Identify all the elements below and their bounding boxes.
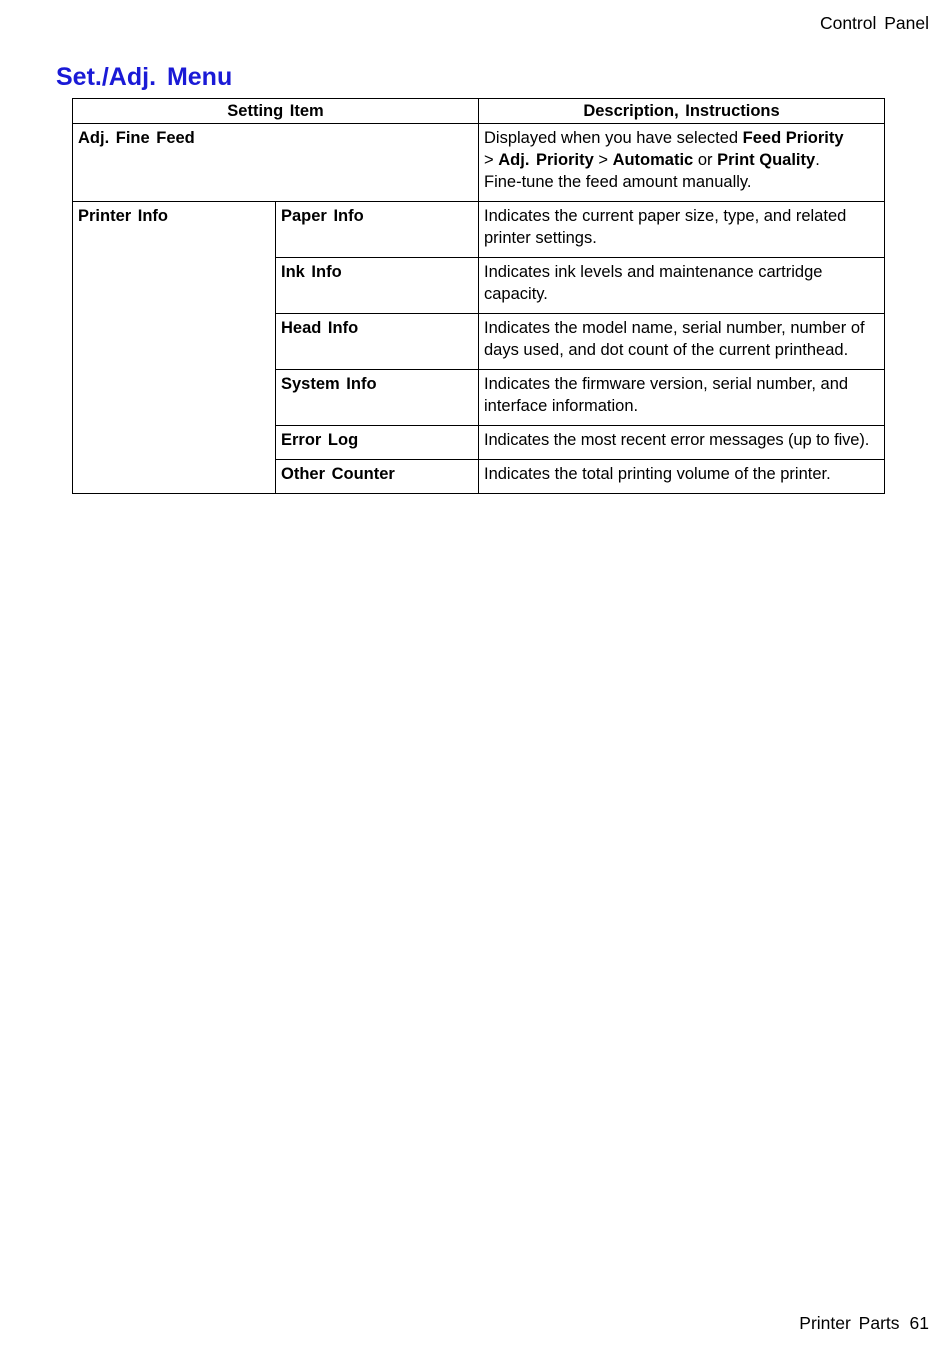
setting-item-name: Adj. Fine Feed <box>73 124 479 202</box>
column-header-description: Description, Instructions <box>479 99 885 124</box>
desc-text: Fine-tune the feed amount manually. <box>484 173 752 191</box>
setting-subitem-name: Error Log <box>276 426 479 460</box>
desc-text: or <box>693 151 718 169</box>
setting-group-name: Printer Info <box>73 202 276 494</box>
setting-description: Indicates the most recent error messages (up to five). <box>479 426 885 460</box>
setting-subitem-name: Head Info <box>276 314 479 370</box>
desc-text: . <box>815 151 820 169</box>
setting-subitem-name: System Info <box>276 370 479 426</box>
setting-subitem-name: Ink Info <box>276 258 479 314</box>
setting-subitem-name: Other Counter <box>276 460 479 494</box>
footer-section: Printer Parts <box>799 1313 900 1333</box>
page-title: Set./Adj. Menu <box>56 63 233 91</box>
setting-description: Indicates the current paper size, type, and related printer settings. <box>479 202 885 258</box>
running-header: Control Panel <box>819 13 929 33</box>
desc-text: Displayed when you have selected <box>484 129 743 147</box>
desc-bold-term: Adj. Priority <box>498 151 594 169</box>
setting-description <box>479 124 885 202</box>
setting-description: Indicates the total printing volume of the printer. <box>479 460 885 494</box>
setting-description: Indicates ink levels and maintenance cartridge capacity. <box>479 258 885 314</box>
table-header-row <box>73 99 885 124</box>
desc-bold-term: Automatic <box>612 151 694 169</box>
desc-text: > <box>484 151 499 169</box>
table-row-paper-info <box>73 202 885 258</box>
setting-description: Indicates the firmware version, serial number, and interface information. <box>479 370 885 426</box>
desc-bold-term: Feed Priority <box>742 129 844 147</box>
column-header-setting-item: Setting Item <box>73 99 479 124</box>
table-row-adj-fine-feed <box>73 124 885 202</box>
settings-table <box>72 98 885 494</box>
desc-text: > <box>593 151 613 169</box>
page-number: 61 <box>909 1313 929 1333</box>
setting-subitem-name: Paper Info <box>276 202 479 258</box>
page-footer <box>799 1313 929 1334</box>
desc-bold-term: Print Quality <box>717 151 816 169</box>
setting-description: Indicates the model name, serial number, number of days used, and dot count of the current printhead. <box>479 314 885 370</box>
